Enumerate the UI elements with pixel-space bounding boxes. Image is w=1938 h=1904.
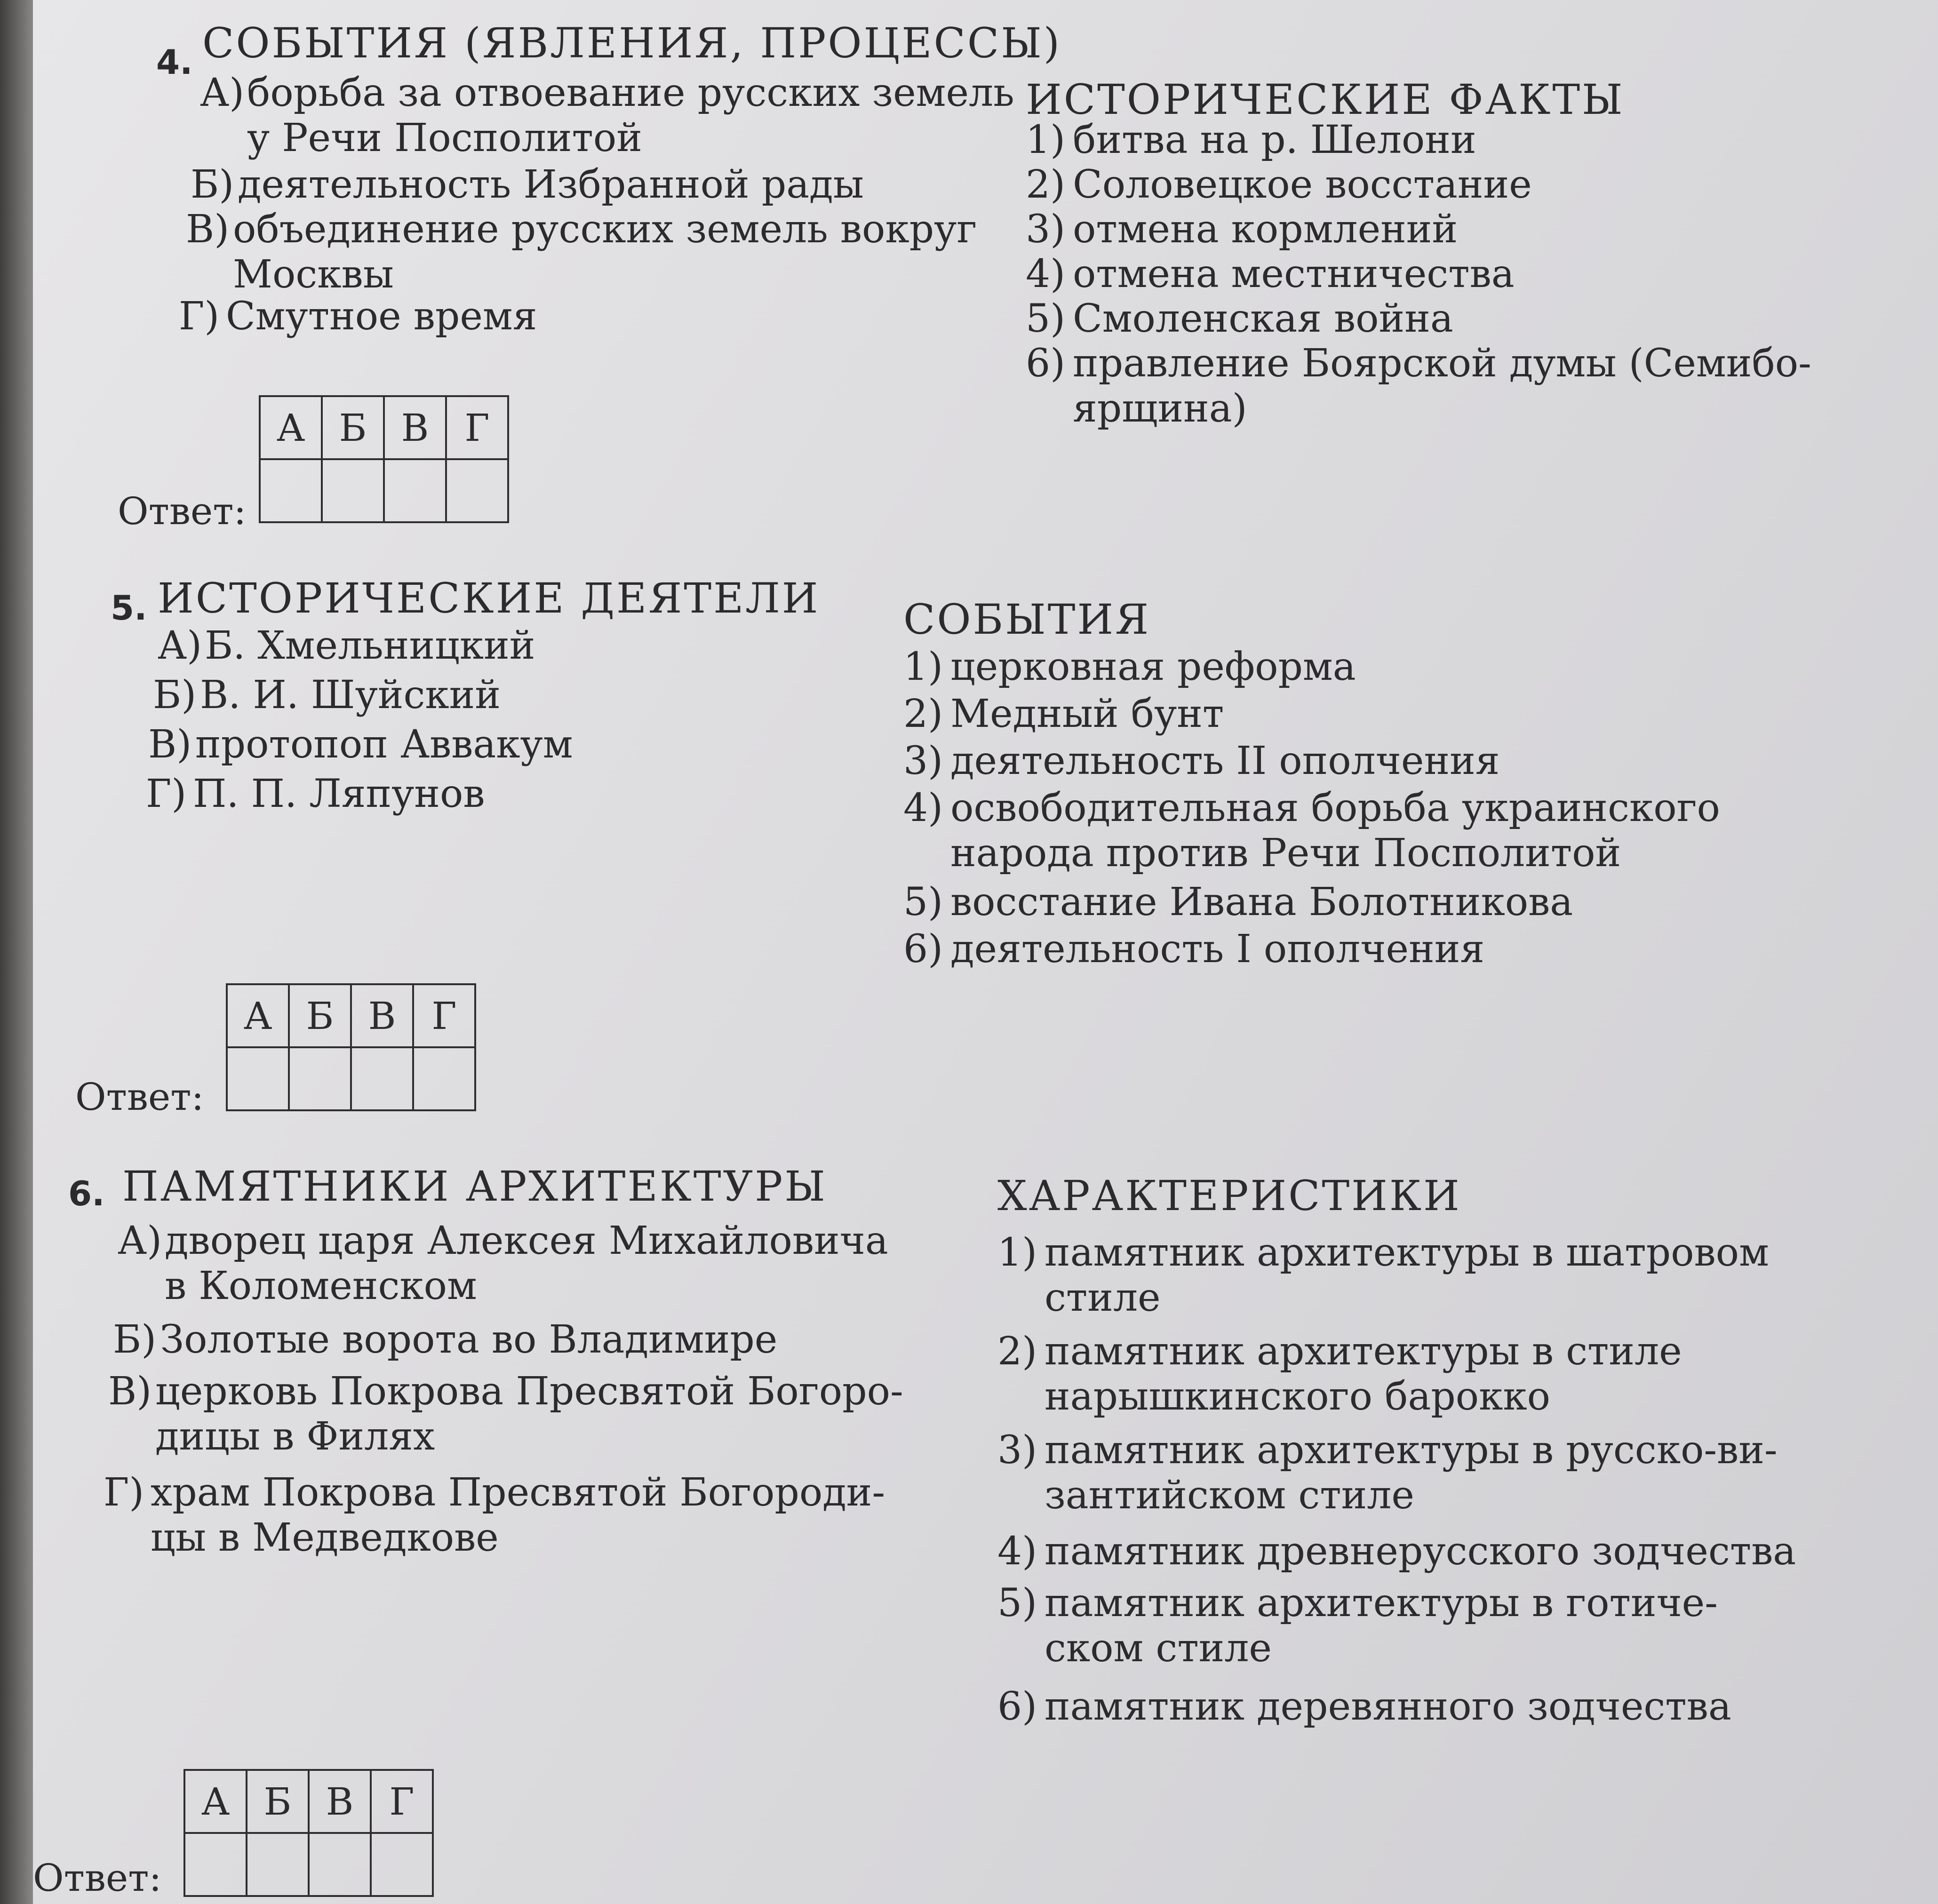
page-edge-shadow [0, 0, 33, 1904]
right-column-heading: СОБЫТИЯ [903, 595, 1151, 644]
left-item-v: В)церковь Покрова Пресвятой Богоро- дицы в Филях [108, 1369, 903, 1459]
left-column-heading: СОБЫТИЯ (ЯВЛЕНИЯ, ПРОЦЕССЫ) [202, 19, 1062, 67]
answer-cell-v[interactable] [351, 1047, 413, 1110]
answer-cell-v[interactable] [384, 459, 446, 522]
right-item-6: 6) памятник деревянного зодчества [997, 1684, 1731, 1729]
right-item-6: 6) деятельность I ополчения [903, 927, 1485, 972]
left-column-heading: ПАМЯТНИКИ АРХИТЕКТУРЫ [122, 1162, 827, 1211]
right-item-1: 1) церковная реформа [903, 645, 1356, 689]
right-item-4: 4) освободительная борьба украинского народа против Речи Посполитой [903, 786, 1720, 876]
answer-cell-b[interactable] [247, 1833, 309, 1896]
task-4 [33, 0, 1938, 555]
task-number: 4. [156, 42, 193, 82]
right-item-3: 3) памятник архитектуры в русско-ви- зантийском стиле [997, 1428, 1778, 1518]
left-item-g: Г) П. П. Ляпунов [146, 772, 485, 816]
right-item-5: 5) восстание Ивана Болотникова [903, 880, 1573, 924]
answer-table [183, 1769, 434, 1897]
answer-cell-g[interactable] [446, 459, 508, 522]
answer-cell-b[interactable] [289, 1047, 351, 1110]
right-item-1: 1) памятник архитектуры в шатровом стиле [997, 1230, 1769, 1320]
left-item-a: А)борьба за отвоевание русских земель у Речи Посполитой [200, 71, 1014, 160]
answer-label: Ответ: [118, 489, 247, 533]
answer-cell-v[interactable] [309, 1833, 371, 1896]
answer-header-a: А [260, 396, 322, 459]
answer-cell-a[interactable] [260, 459, 322, 522]
right-column-heading: ХАРАКТЕРИСТИКИ [997, 1171, 1461, 1220]
answer-cell-g[interactable] [371, 1833, 433, 1896]
left-item-v: В)объединение русских земель вокруг Москвы [186, 207, 977, 297]
right-item-3: 3) отмена кормлений [1026, 207, 1458, 252]
left-item-a: А)дворец царя Алексея Михайловича в Коломенском [118, 1219, 888, 1308]
right-column-heading: ИСТОРИЧЕСКИЕ ФАКТЫ [1026, 75, 1625, 124]
answer-header-a: А [184, 1770, 247, 1833]
right-item-6: 6) правление Боярской думы (Семибо- ярщина) [1026, 341, 1811, 431]
answer-table [259, 395, 509, 523]
answer-cell-b[interactable] [322, 459, 384, 522]
right-item-2: 2) памятник архитектуры в стиле нарышкинского барокко [997, 1329, 1682, 1419]
answer-header-g: Г [446, 396, 508, 459]
answer-header-v: В [384, 396, 446, 459]
right-item-5: 5) Смоленская война [1026, 296, 1453, 341]
left-item-g: Г) храм Покрова Пресвятой Богороди- цы в Медведкове [104, 1470, 885, 1560]
answer-cell-a[interactable] [227, 1047, 289, 1110]
left-item-g: Г) Смутное время [179, 294, 537, 339]
right-item-1: 1) битва на р. Шелони [1026, 118, 1476, 162]
answer-header-g: Г [413, 984, 475, 1047]
left-item-v: В)протопоп Аввакум [148, 722, 573, 767]
task-6 [33, 1139, 1938, 1904]
task-5 [33, 555, 1938, 1139]
answer-header-g: Г [371, 1770, 433, 1833]
left-column-heading: ИСТОРИЧЕСКИЕ ДЕЯТЕЛИ [158, 574, 820, 622]
answer-header-v: В [309, 1770, 371, 1833]
answer-label: Ответ: [33, 1856, 162, 1900]
right-item-4: 4) отмена местничества [1026, 252, 1515, 296]
right-item-3: 3) деятельность II ополчения [903, 739, 1500, 783]
answer-header-v: В [351, 984, 413, 1047]
left-item-a: А)Б. Хмельницкий [158, 623, 535, 668]
answer-header-b: Б [247, 1770, 309, 1833]
task-number: 5. [111, 588, 147, 628]
right-item-5: 5) памятник архитектуры в готиче- ском стиле [997, 1581, 1718, 1671]
left-item-b: Б)В. И. Шуйский [153, 673, 501, 717]
answer-header-b: Б [289, 984, 351, 1047]
answer-label: Ответ: [75, 1075, 204, 1119]
right-item-4: 4) памятник древнерусского зодчества [997, 1529, 1796, 1574]
answer-header-b: Б [322, 396, 384, 459]
answer-table [226, 983, 476, 1111]
answer-header-a: А [227, 984, 289, 1047]
textbook-page [33, 0, 1938, 1904]
task-number: 6. [68, 1174, 105, 1213]
right-item-2: 2) Медный бунт [903, 692, 1224, 736]
left-item-b: Б)Золотые ворота во Владимире [113, 1317, 778, 1362]
left-item-b: Б)деятельность Избранной рады [191, 162, 864, 207]
answer-cell-g[interactable] [413, 1047, 475, 1110]
answer-cell-a[interactable] [184, 1833, 247, 1896]
right-item-2: 2) Соловецкое восстание [1026, 162, 1532, 207]
